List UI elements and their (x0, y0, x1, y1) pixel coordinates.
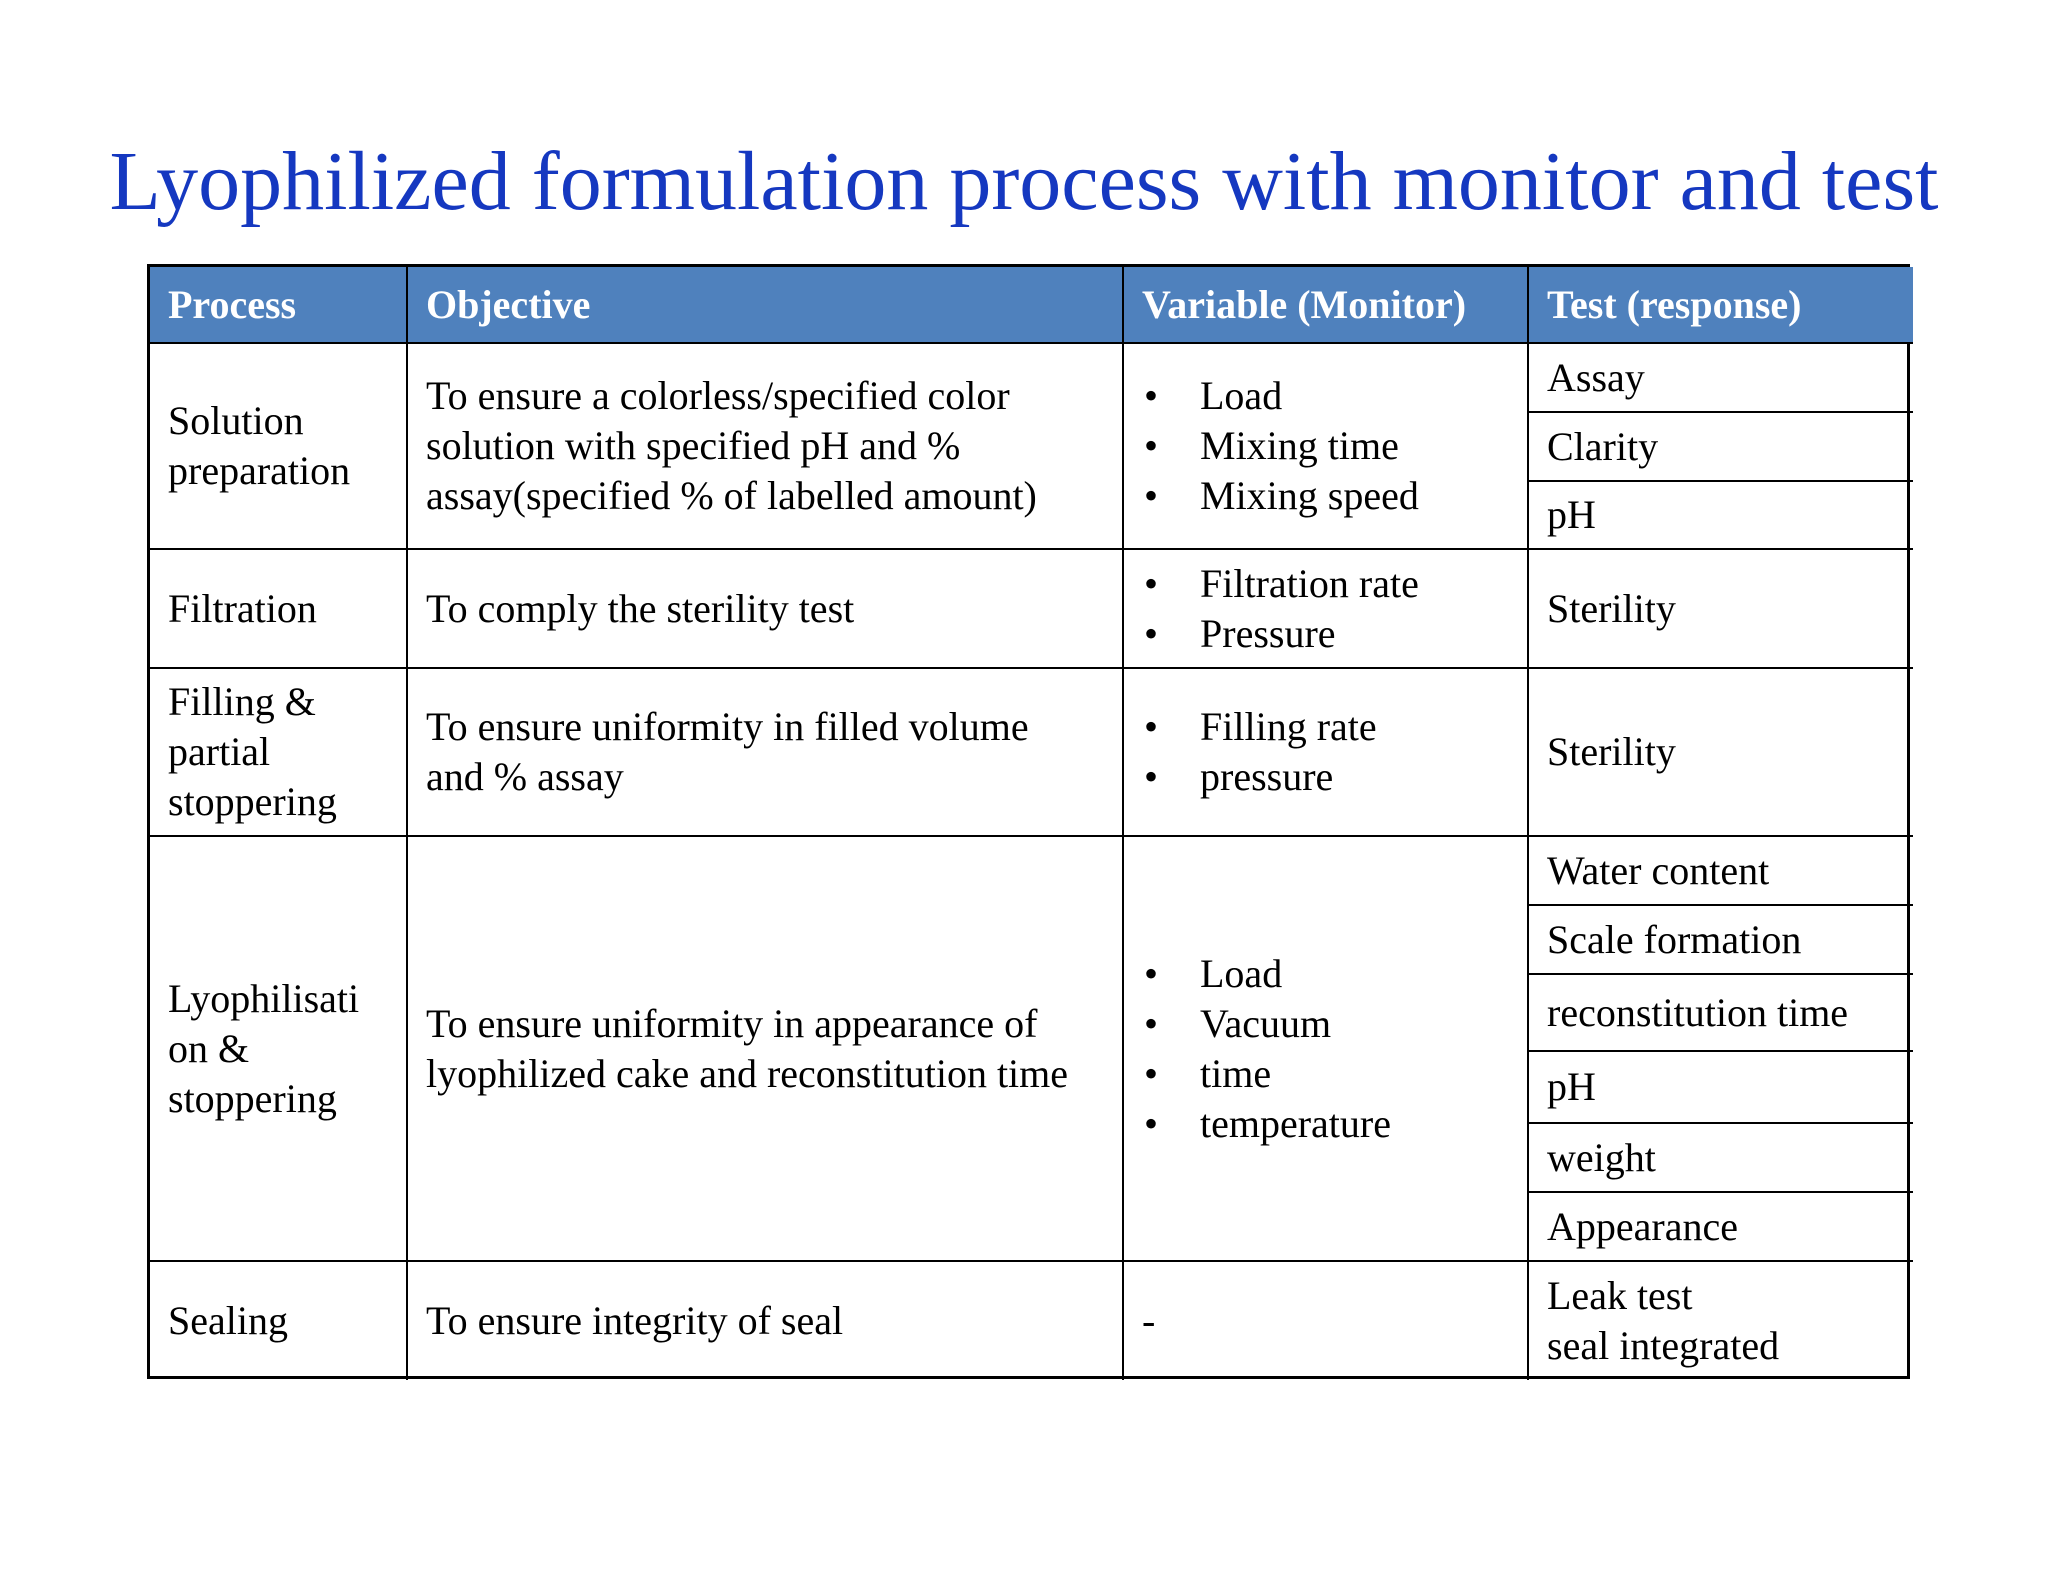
process-cell (150, 669, 408, 837)
process-text: preparation (168, 448, 351, 493)
process-text: stoppering (168, 779, 337, 824)
objective-text: To ensure a colorless/specified color (426, 373, 1010, 418)
objective-text: To ensure uniformity in appearance of (426, 1000, 1038, 1046)
variable-cell (1124, 344, 1529, 550)
process-text: Solution (168, 398, 304, 443)
variable-item: • Pressure (1142, 609, 1509, 659)
test-cell: Assay (1529, 344, 1913, 413)
variable-item: • Load (1142, 949, 1509, 999)
variable-item: • pressure (1142, 752, 1509, 802)
process-cell (150, 1262, 408, 1380)
variable-cell (1124, 1262, 1529, 1380)
variable-list (1142, 949, 1509, 1149)
variable-list (1142, 371, 1509, 521)
test-text: seal integrated (1547, 1323, 1780, 1368)
objective-text: lyophilized cake and reconstitution time (426, 1050, 1069, 1096)
process-text: on & (168, 1025, 250, 1071)
objective-text: solution with specified pH and % (426, 423, 961, 468)
process-text: partial (168, 729, 271, 774)
test-cell: reconstitution time (1529, 975, 1913, 1052)
objective-text: To ensure integrity of seal (426, 1298, 844, 1343)
process-cell (150, 344, 408, 550)
test-cell (1529, 1262, 1913, 1380)
test-cell: Sterility (1529, 669, 1913, 837)
process-cell (150, 837, 408, 1262)
variable-item: • Mixing speed (1142, 471, 1509, 521)
variable-list (1142, 702, 1509, 802)
variable-item: • time (1142, 1049, 1509, 1099)
process-text: Filtration (168, 585, 317, 631)
variable-item: • Vacuum (1142, 999, 1509, 1049)
objective-cell (408, 550, 1124, 669)
objective-cell (408, 344, 1124, 550)
test-cell: weight (1529, 1124, 1913, 1193)
objective-text: assay(specified % of labelled amount) (426, 473, 1037, 518)
process-table (147, 264, 1910, 1379)
variable-cell (1124, 837, 1529, 1262)
test-text: Leak test (1547, 1273, 1693, 1318)
test-cell: Scale formation (1529, 906, 1913, 975)
test-cell: Water content (1529, 837, 1913, 906)
variable-cell (1124, 550, 1529, 669)
slide-title: Lyophilized formulation process with monitor and test (109, 135, 1939, 228)
variable-item: • Mixing time (1142, 421, 1509, 471)
variable-item: • Filtration rate (1142, 559, 1509, 609)
objective-text: To comply the sterility test (426, 585, 855, 631)
test-cell: Clarity (1529, 413, 1913, 482)
objective-cell (408, 837, 1124, 1262)
objective-cell (408, 669, 1124, 837)
test-cell: Appearance (1529, 1193, 1913, 1262)
test-cell: Sterility (1529, 550, 1913, 669)
process-text: stoppering (168, 1075, 337, 1121)
process-text: Lyophilisati (168, 975, 360, 1021)
variable-item: • Filling rate (1142, 702, 1509, 752)
process-text: Filling & (168, 679, 316, 724)
objective-text: and % assay (426, 754, 624, 799)
test-cell: pH (1529, 482, 1913, 550)
objective-cell (408, 1262, 1124, 1380)
header-test: Test (response) (1529, 267, 1913, 344)
test-cell: pH (1529, 1052, 1913, 1124)
variable-item: • Load (1142, 371, 1509, 421)
variable-text: - (1142, 1298, 1156, 1343)
variable-cell (1124, 669, 1529, 837)
objective-text: To ensure uniformity in filled volume (426, 704, 1029, 749)
variable-item: • temperature (1142, 1099, 1509, 1149)
header-objective: Objective (408, 267, 1124, 344)
process-cell (150, 550, 408, 669)
process-text: Sealing (168, 1298, 288, 1343)
header-process: Process (150, 267, 408, 344)
header-variable: Variable (Monitor) (1124, 267, 1529, 344)
variable-list (1142, 559, 1509, 659)
